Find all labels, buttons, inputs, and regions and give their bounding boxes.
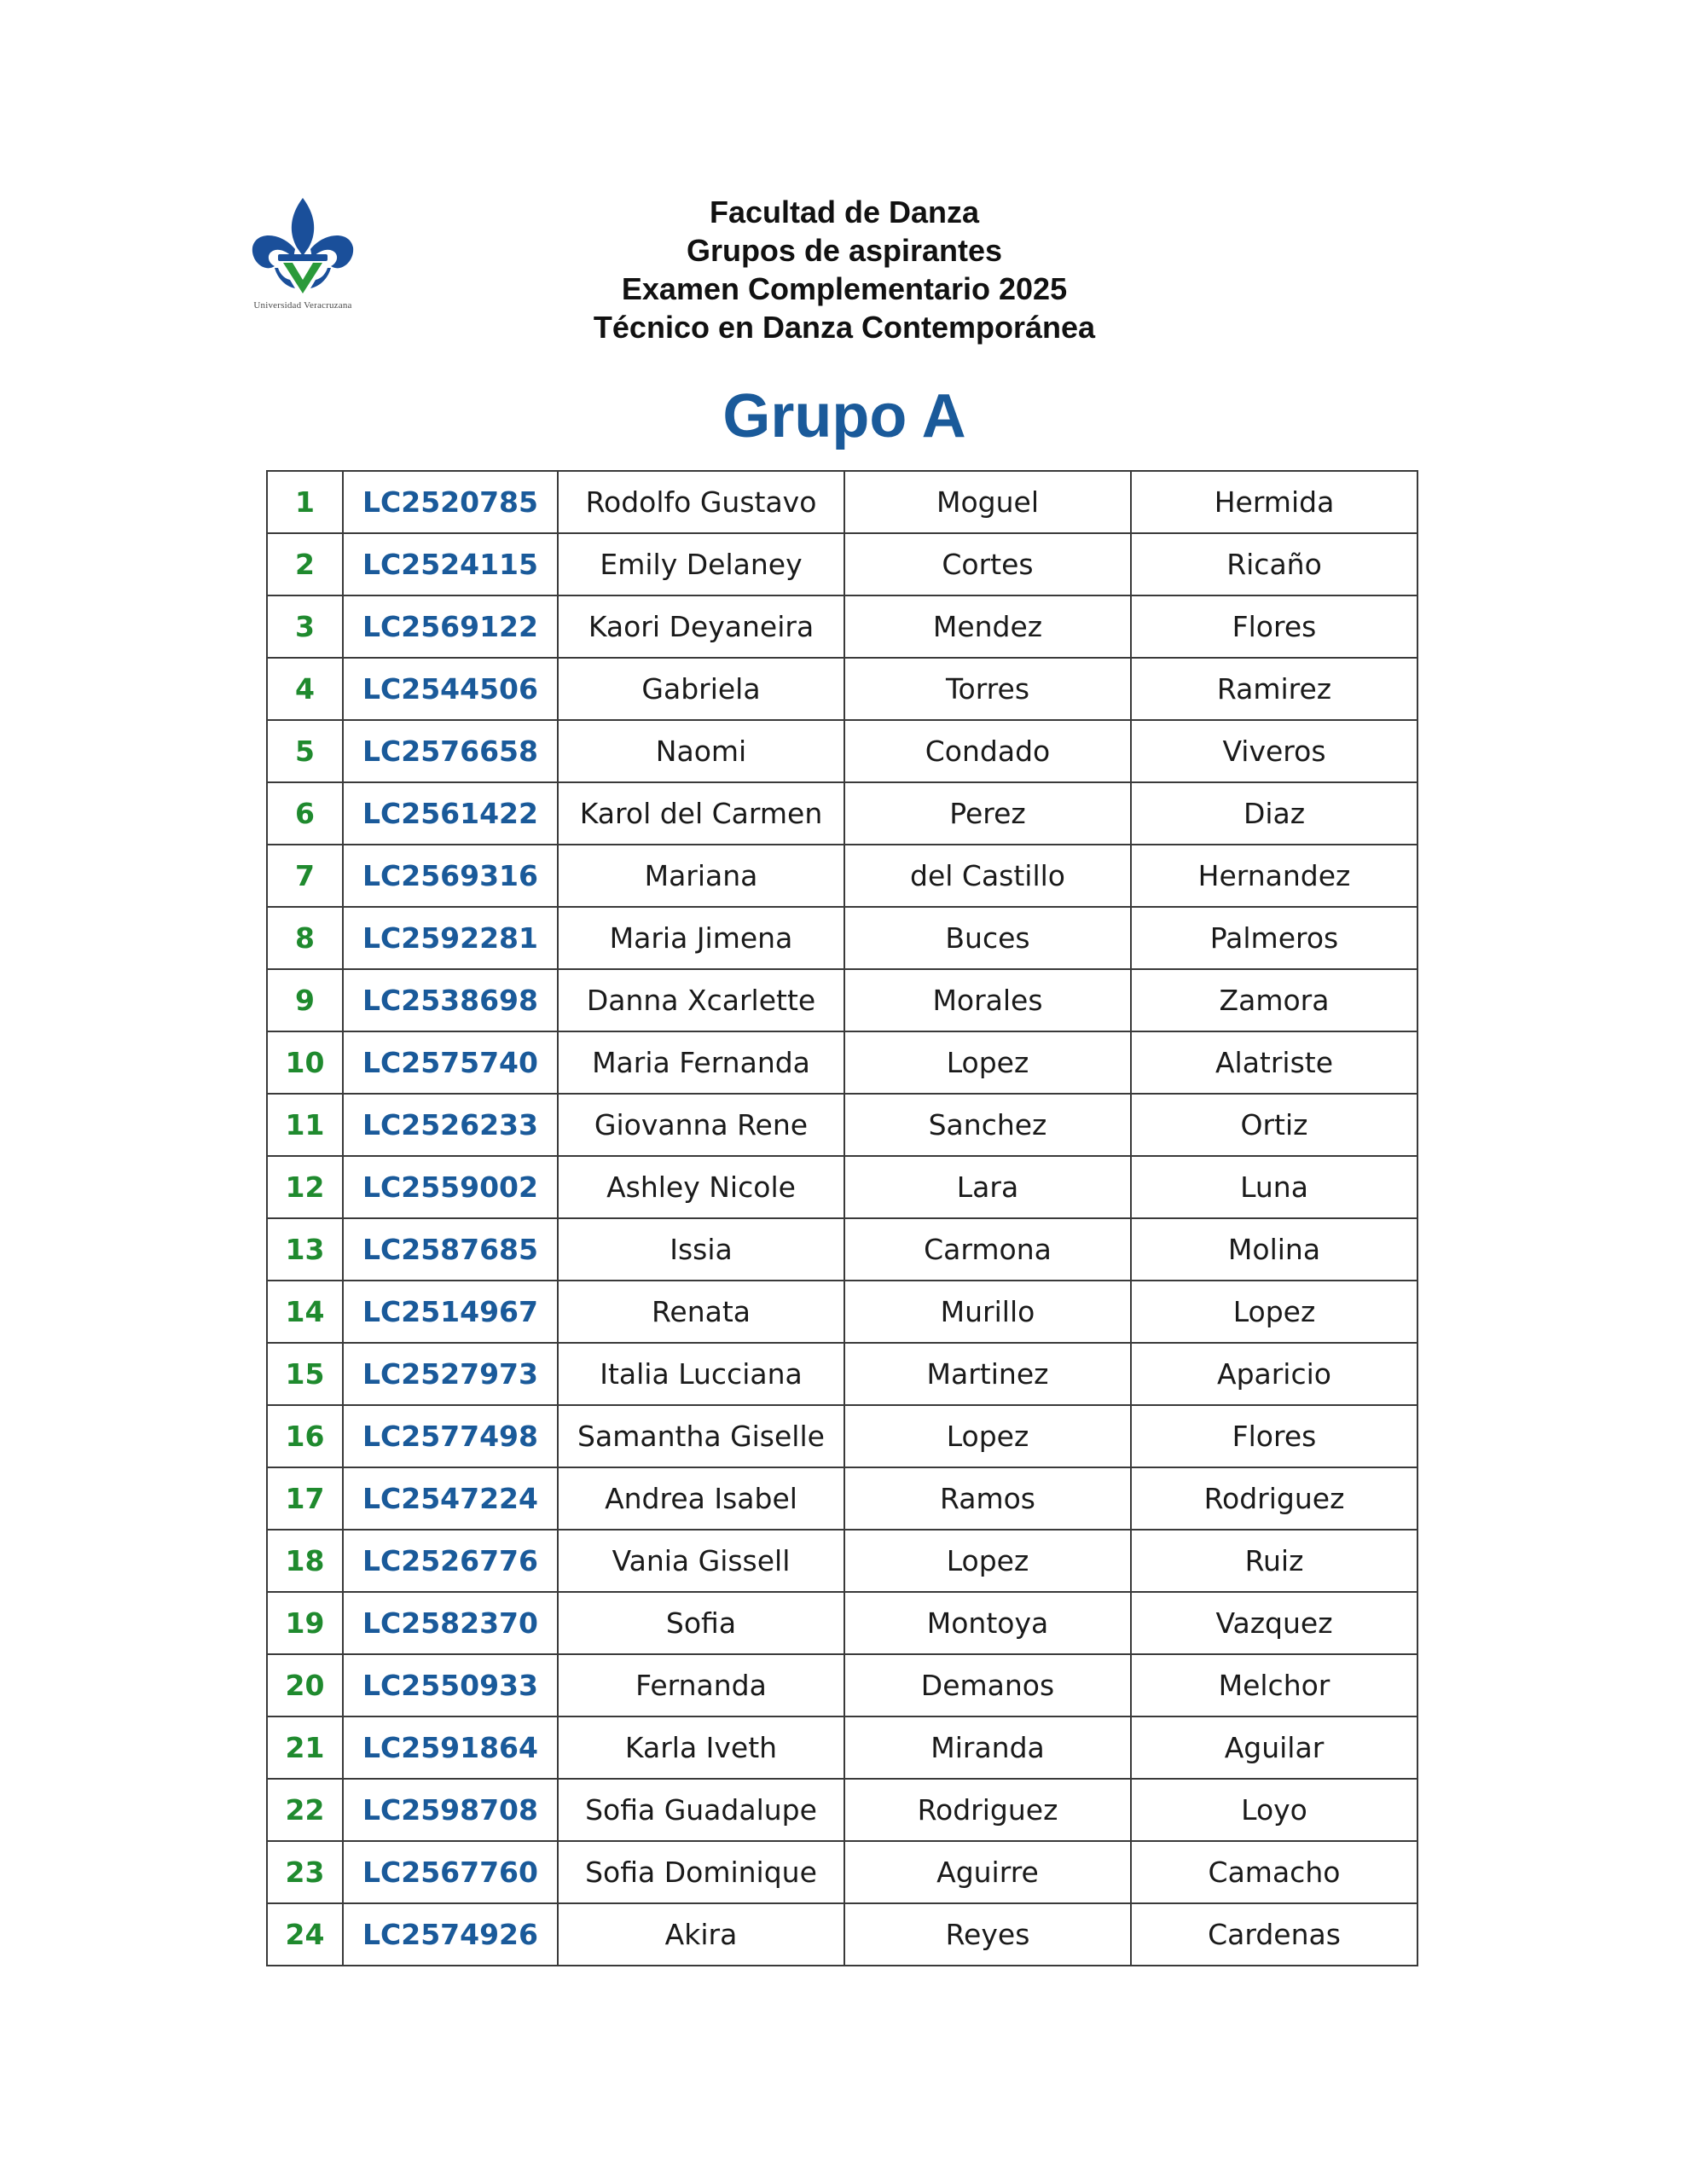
row-number: 12 xyxy=(267,1156,343,1218)
row-number: 2 xyxy=(267,533,343,595)
applicant-id: LC2567760 xyxy=(343,1841,558,1903)
paternal-surname: del Castillo xyxy=(844,845,1131,907)
table-row xyxy=(267,1841,1417,1903)
table-row xyxy=(267,1218,1417,1281)
fleur-de-lis-icon xyxy=(230,195,375,297)
maternal-surname: Lopez xyxy=(1131,1281,1417,1343)
row-number: 5 xyxy=(267,720,343,782)
first-name: Italia Lucciana xyxy=(558,1343,844,1405)
table-row xyxy=(267,1031,1417,1094)
row-number: 17 xyxy=(267,1467,343,1530)
row-number: 3 xyxy=(267,595,343,658)
table-row xyxy=(267,1716,1417,1779)
maternal-surname: Rodriguez xyxy=(1131,1467,1417,1530)
group-title: Grupo A xyxy=(722,382,966,450)
applicant-id: LC2538698 xyxy=(343,969,558,1031)
row-number: 18 xyxy=(267,1530,343,1592)
row-number: 13 xyxy=(267,1218,343,1281)
paternal-surname: Morales xyxy=(844,969,1131,1031)
first-name: Fernanda xyxy=(558,1654,844,1716)
first-name: Karol del Carmen xyxy=(558,782,844,845)
row-number: 9 xyxy=(267,969,343,1031)
paternal-surname: Martinez xyxy=(844,1343,1131,1405)
first-name: Kaori Deyaneira xyxy=(558,595,844,658)
row-number: 23 xyxy=(267,1841,343,1903)
applicant-id: LC2575740 xyxy=(343,1031,558,1094)
applicant-id: LC2514967 xyxy=(343,1281,558,1343)
logo-caption: Universidad Veracruzana xyxy=(253,300,352,311)
paternal-surname: Montoya xyxy=(844,1592,1131,1654)
first-name: Rodolfo Gustavo xyxy=(558,471,844,533)
maternal-surname: Cardenas xyxy=(1131,1903,1417,1966)
table-row xyxy=(267,533,1417,595)
table-row xyxy=(267,1094,1417,1156)
table-row xyxy=(267,658,1417,720)
maternal-surname: Aparicio xyxy=(1131,1343,1417,1405)
maternal-surname: Molina xyxy=(1131,1218,1417,1281)
first-name: Sofia Guadalupe xyxy=(558,1779,844,1841)
first-name: Vania Gissell xyxy=(558,1530,844,1592)
maternal-surname: Camacho xyxy=(1131,1841,1417,1903)
applicant-id: LC2577498 xyxy=(343,1405,558,1467)
paternal-surname: Carmona xyxy=(844,1218,1131,1281)
table-row xyxy=(267,1592,1417,1654)
table-row xyxy=(267,845,1417,907)
table-row xyxy=(267,1156,1417,1218)
table-row xyxy=(267,1530,1417,1592)
header-faculty: Facultad de Danza xyxy=(709,195,980,229)
table-row xyxy=(267,1654,1417,1716)
applicant-id: LC2569316 xyxy=(343,845,558,907)
row-number: 15 xyxy=(267,1343,343,1405)
table-row xyxy=(267,1281,1417,1343)
document-header xyxy=(512,193,1177,346)
row-number: 21 xyxy=(267,1716,343,1779)
row-number: 4 xyxy=(267,658,343,720)
table-row xyxy=(267,907,1417,969)
paternal-surname: Rodriguez xyxy=(844,1779,1131,1841)
applicant-id: LC2544506 xyxy=(343,658,558,720)
first-name: Ashley Nicole xyxy=(558,1156,844,1218)
maternal-surname: Luna xyxy=(1131,1156,1417,1218)
maternal-surname: Hermida xyxy=(1131,471,1417,533)
paternal-surname: Aguirre xyxy=(844,1841,1131,1903)
first-name: Sofia xyxy=(558,1592,844,1654)
row-number: 10 xyxy=(267,1031,343,1094)
first-name: Akira xyxy=(558,1903,844,1966)
applicant-id: LC2592281 xyxy=(343,907,558,969)
table-row xyxy=(267,1779,1417,1841)
row-number: 24 xyxy=(267,1903,343,1966)
maternal-surname: Loyo xyxy=(1131,1779,1417,1841)
paternal-surname: Sanchez xyxy=(844,1094,1131,1156)
first-name: Andrea Isabel xyxy=(558,1467,844,1530)
paternal-surname: Lopez xyxy=(844,1031,1131,1094)
header-program: Técnico en Danza Contemporánea xyxy=(593,310,1096,345)
paternal-surname: Lopez xyxy=(844,1405,1131,1467)
maternal-surname: Ortiz xyxy=(1131,1094,1417,1156)
paternal-surname: Buces xyxy=(844,907,1131,969)
row-number: 14 xyxy=(267,1281,343,1343)
first-name: Naomi xyxy=(558,720,844,782)
maternal-surname: Ruiz xyxy=(1131,1530,1417,1592)
applicant-id: LC2520785 xyxy=(343,471,558,533)
paternal-surname: Lara xyxy=(844,1156,1131,1218)
applicant-id: LC2526233 xyxy=(343,1094,558,1156)
applicant-id: LC2569122 xyxy=(343,595,558,658)
first-name: Giovanna Rene xyxy=(558,1094,844,1156)
table-row xyxy=(267,1343,1417,1405)
maternal-surname: Hernandez xyxy=(1131,845,1417,907)
paternal-surname: Moguel xyxy=(844,471,1131,533)
first-name: Samantha Giselle xyxy=(558,1405,844,1467)
table-row xyxy=(267,1467,1417,1530)
applicant-id: LC2526776 xyxy=(343,1530,558,1592)
table-row xyxy=(267,969,1417,1031)
applicant-id: LC2524115 xyxy=(343,533,558,595)
applicant-id: LC2550933 xyxy=(343,1654,558,1716)
maternal-surname: Aguilar xyxy=(1131,1716,1417,1779)
paternal-surname: Perez xyxy=(844,782,1131,845)
first-name: Maria Fernanda xyxy=(558,1031,844,1094)
row-number: 8 xyxy=(267,907,343,969)
university-logo xyxy=(230,195,375,314)
row-number: 6 xyxy=(267,782,343,845)
maternal-surname: Zamora xyxy=(1131,969,1417,1031)
first-name: Karla Iveth xyxy=(558,1716,844,1779)
row-number: 7 xyxy=(267,845,343,907)
table-row xyxy=(267,595,1417,658)
maternal-surname: Flores xyxy=(1131,1405,1417,1467)
first-name: Gabriela xyxy=(558,658,844,720)
applicant-id: LC2576658 xyxy=(343,720,558,782)
paternal-surname: Murillo xyxy=(844,1281,1131,1343)
maternal-surname: Ramirez xyxy=(1131,658,1417,720)
applicant-id: LC2527973 xyxy=(343,1343,558,1405)
paternal-surname: Condado xyxy=(844,720,1131,782)
table-row xyxy=(267,720,1417,782)
first-name: Renata xyxy=(558,1281,844,1343)
applicant-id: LC2547224 xyxy=(343,1467,558,1530)
first-name: Maria Jimena xyxy=(558,907,844,969)
paternal-surname: Miranda xyxy=(844,1716,1131,1779)
maternal-surname: Palmeros xyxy=(1131,907,1417,969)
first-name: Issia xyxy=(558,1218,844,1281)
table-row xyxy=(267,471,1417,533)
applicant-id: LC2587685 xyxy=(343,1218,558,1281)
maternal-surname: Diaz xyxy=(1131,782,1417,845)
paternal-surname: Cortes xyxy=(844,533,1131,595)
row-number: 20 xyxy=(267,1654,343,1716)
first-name: Danna Xcarlette xyxy=(558,969,844,1031)
maternal-surname: Melchor xyxy=(1131,1654,1417,1716)
table-row xyxy=(267,1405,1417,1467)
paternal-surname: Lopez xyxy=(844,1530,1131,1592)
maternal-surname: Vazquez xyxy=(1131,1592,1417,1654)
applicant-id: LC2582370 xyxy=(343,1592,558,1654)
table-row xyxy=(267,1903,1417,1966)
paternal-surname: Ramos xyxy=(844,1467,1131,1530)
row-number: 11 xyxy=(267,1094,343,1156)
first-name: Sofia Dominique xyxy=(558,1841,844,1903)
row-number: 22 xyxy=(267,1779,343,1841)
maternal-surname: Ricaño xyxy=(1131,533,1417,595)
applicants-table xyxy=(266,470,1418,1966)
paternal-surname: Mendez xyxy=(844,595,1131,658)
row-number: 1 xyxy=(267,471,343,533)
paternal-surname: Torres xyxy=(844,658,1131,720)
applicant-id: LC2561422 xyxy=(343,782,558,845)
table-row xyxy=(267,782,1417,845)
applicant-id: LC2574926 xyxy=(343,1903,558,1966)
paternal-surname: Demanos xyxy=(844,1654,1131,1716)
applicant-id: LC2591864 xyxy=(343,1716,558,1779)
header-groups: Grupos de aspirantes xyxy=(686,233,1003,268)
row-number: 16 xyxy=(267,1405,343,1467)
header-exam: Examen Complementario 2025 xyxy=(621,271,1068,306)
applicant-id: LC2559002 xyxy=(343,1156,558,1218)
row-number: 19 xyxy=(267,1592,343,1654)
first-name: Emily Delaney xyxy=(558,533,844,595)
maternal-surname: Alatriste xyxy=(1131,1031,1417,1094)
maternal-surname: Viveros xyxy=(1131,720,1417,782)
applicant-id: LC2598708 xyxy=(343,1779,558,1841)
first-name: Mariana xyxy=(558,845,844,907)
maternal-surname: Flores xyxy=(1131,595,1417,658)
paternal-surname: Reyes xyxy=(844,1903,1131,1966)
